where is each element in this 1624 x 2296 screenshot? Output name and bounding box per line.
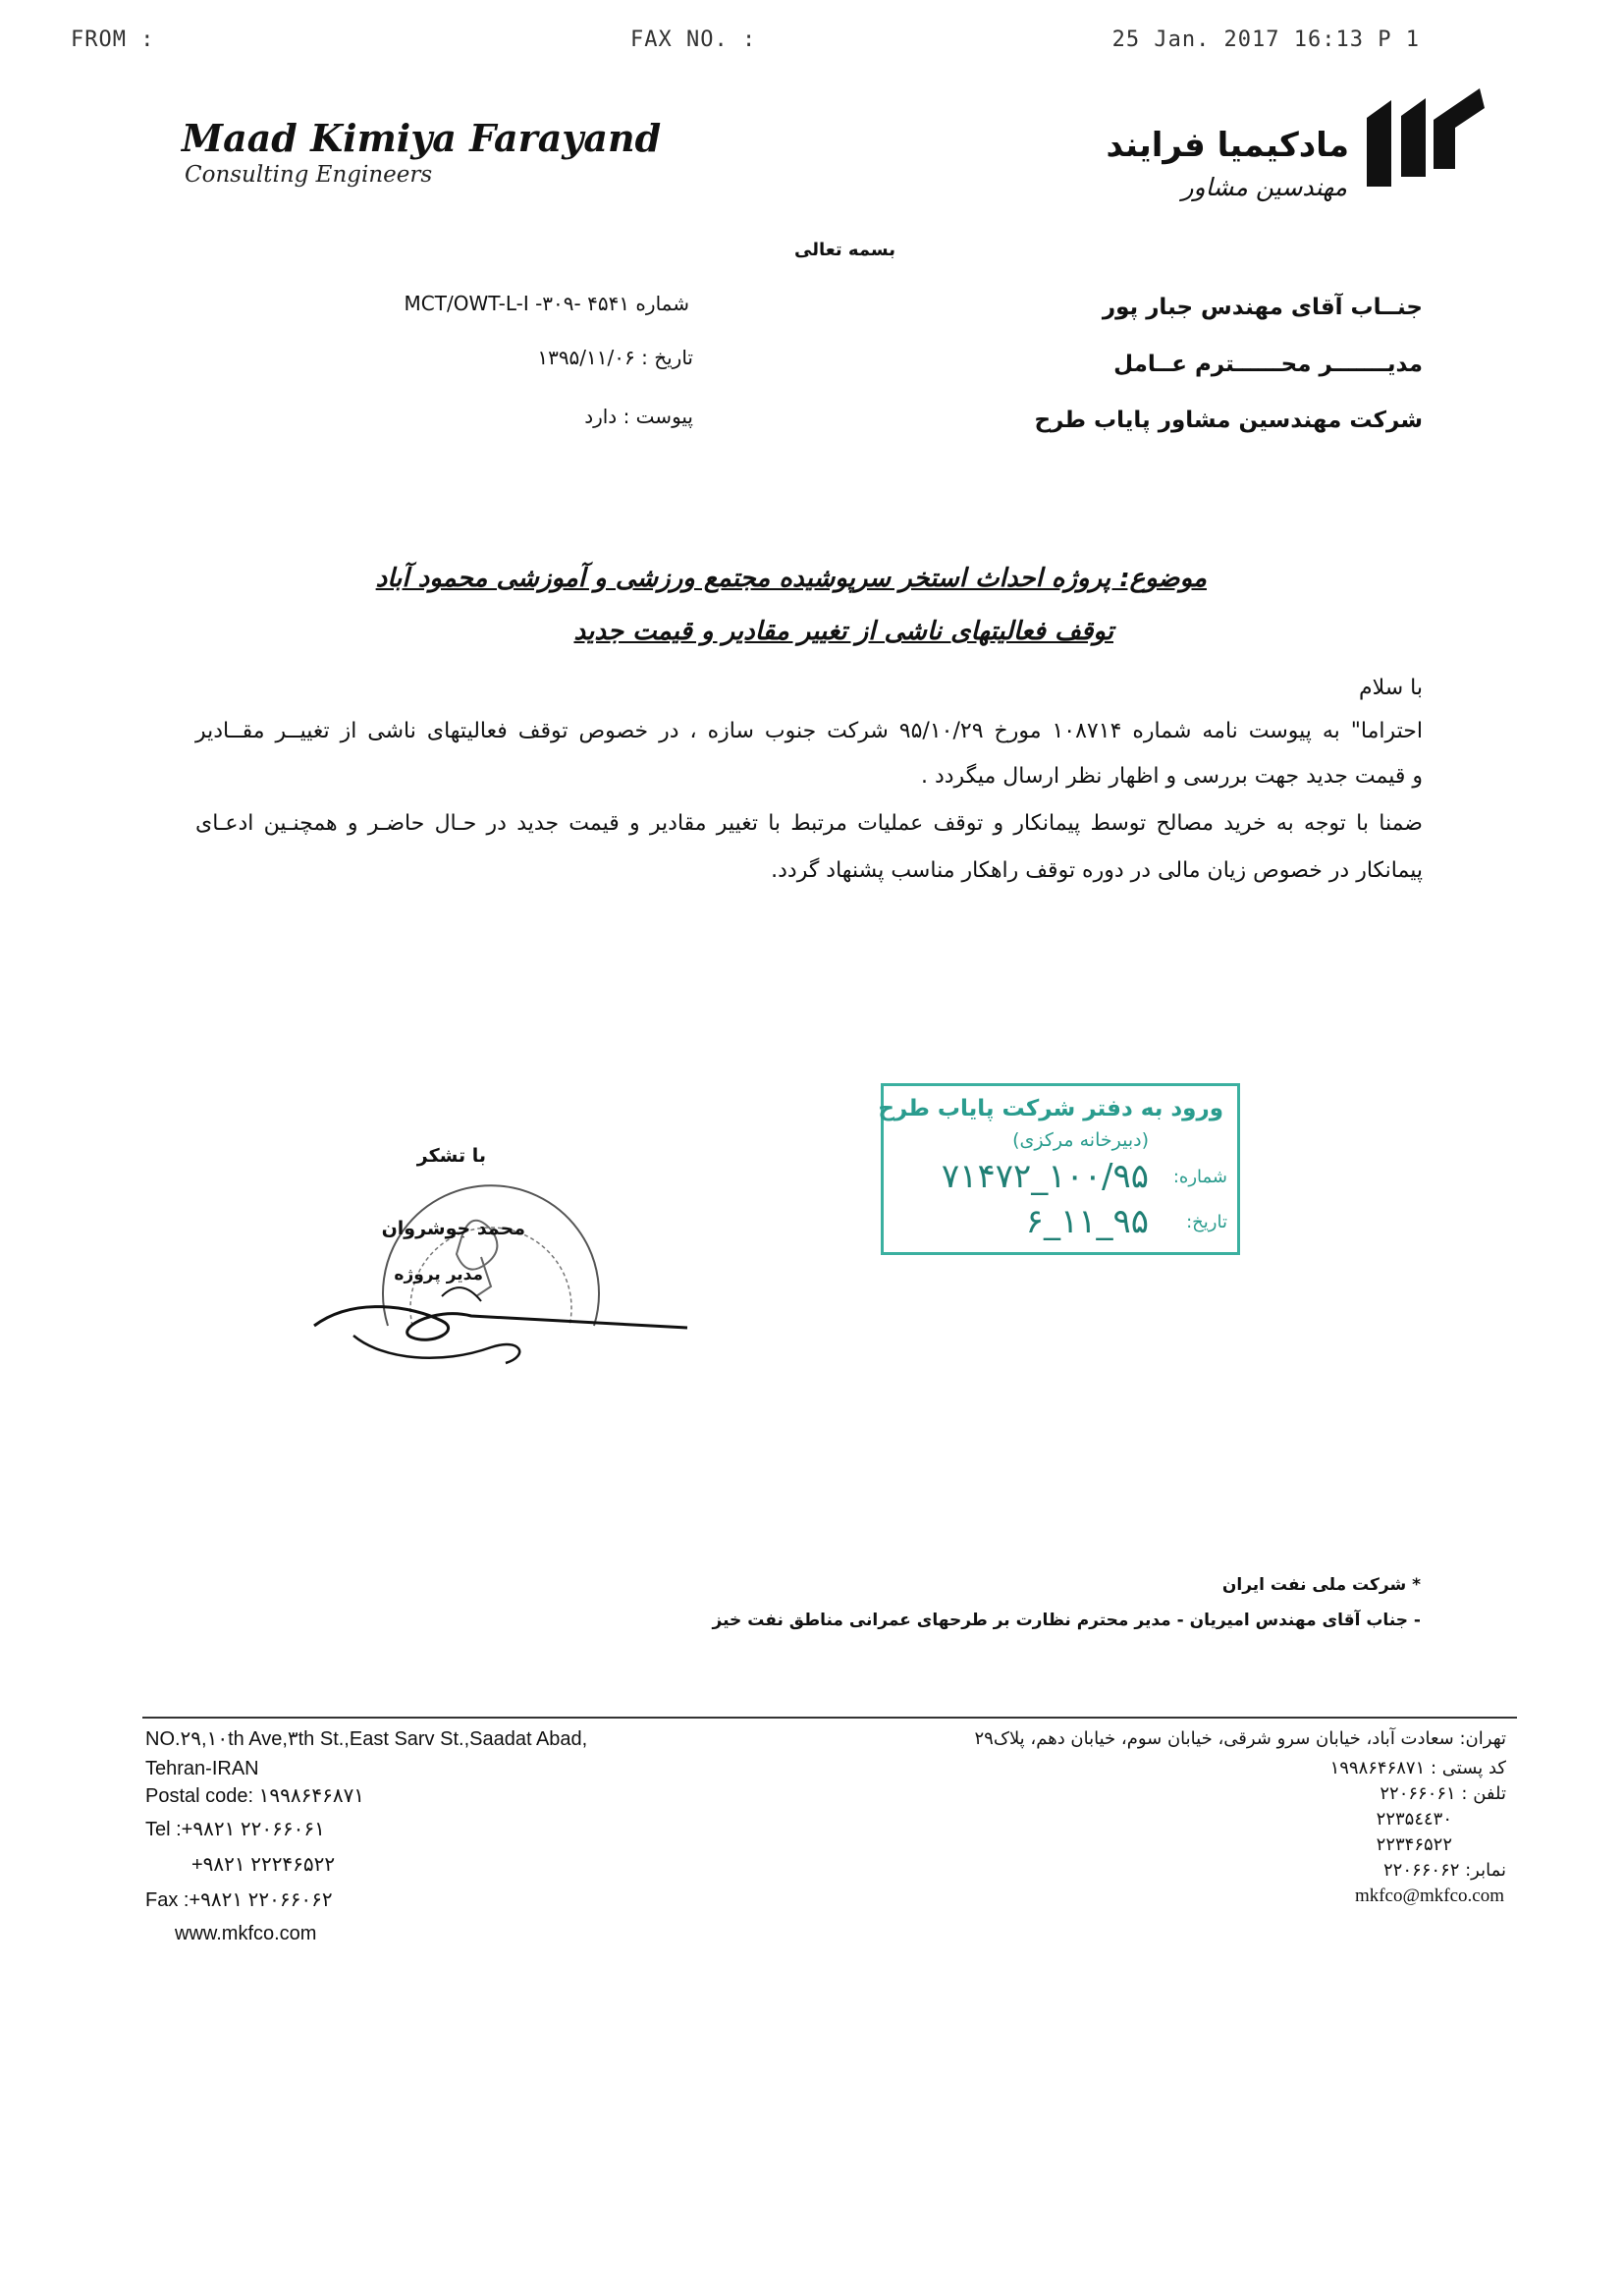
letter-attachment: پیوست : دارد xyxy=(584,405,693,428)
signatory-title: مدیر پروژه xyxy=(394,1265,483,1285)
footer-tel2-fa: ۲۲۳۵٤٤۳۰ xyxy=(1376,1809,1452,1830)
signature-closing: با تشکر xyxy=(416,1145,486,1167)
stamp-date-value: ۹۵_۱۱_۶ xyxy=(1025,1202,1149,1241)
paragraph-1-line-1: احتراما" به پیوست نامه شماره ۱۰۸۷۱۴ مورخ ۹۵/۱۰/۲۹ شرکت جنوب سازه ، در خصوص توقف فعالیتهای ناشی از تغییــر مقــادیر xyxy=(195,719,1423,743)
footer-address-en: NO.۲۹,۱۰th Ave,۳th St.,East Sarv St.,Saadat Abad, xyxy=(145,1728,588,1750)
footer-fax-fa: نمابر: ۲۲۰۶۶۰۶۲ xyxy=(1383,1860,1506,1881)
cc-line-2: - جناب آقای مهندس امیریان - مدیر محترم نظارت بر طرحهای عمرانی مناطق نفت خیز xyxy=(712,1611,1421,1630)
footer-tel2-en: +۹۸۲۱ ۲۲۲۴۶۵۲۲ xyxy=(191,1854,336,1876)
letter-date: تاریخ : ۱۳۹۵/۱۱/۰۶ xyxy=(537,346,693,369)
greeting: با سلام xyxy=(1358,676,1423,700)
addressee-company: شرکت مهندسین مشاور پایاب طرح xyxy=(1034,408,1423,433)
signature-block xyxy=(295,1120,707,1375)
signatory-name: محمد جوشروان xyxy=(381,1218,525,1239)
fax-timestamp: 25 Jan. 2017 16:13 P 1 xyxy=(1111,27,1420,52)
footer-fax-en: Fax :+۹۸۲۱ ۲۲۰۶۶۰۶۲ xyxy=(145,1889,333,1911)
paragraph-2-line-1: ضمنا با توجه به خرید مصالح توسط پیمانکار و توقف عملیات مرتبط با تغییر مقادیر و قیمت جدید در حـال حاضـر و همچنـین ادعـای xyxy=(195,811,1423,836)
company-subtitle-en: Consulting Engineers xyxy=(185,162,433,188)
footer-website[interactable]: www.mkfco.com xyxy=(175,1923,317,1944)
fax-from-label: FROM : xyxy=(71,27,155,52)
footer-postal-en: Postal code: ۱۹۹۸۶۴۶۸۷۱ xyxy=(145,1785,365,1807)
stamp-date-label: تاریخ: xyxy=(1186,1212,1227,1232)
footer-tel-en: Tel :+۹۸۲۱ ۲۲۰۶۶۰۶۱ xyxy=(145,1819,325,1840)
footer-postal-fa: کد پستی : ۱۹۹۸۶۴۶۸۷۱ xyxy=(1329,1758,1506,1778)
company-name-en: Maad Kimiya Farayand xyxy=(182,116,662,160)
footer-city-en: Tehran-IRAN xyxy=(145,1758,259,1779)
footer-email[interactable]: mkfco@mkfco.com xyxy=(1354,1886,1504,1906)
subject-line-1: موضوع: پروژه احداث استخر سرپوشیده مجتمع ورزشی و آموزشی محمود آباد xyxy=(375,564,1207,593)
footer-divider xyxy=(142,1717,1517,1719)
subject-line-2: توقف فعالیتهای ناشی از تغییر مقادیر و قیمت جدید xyxy=(573,617,1113,646)
paragraph-2-line-2: پیمانکار در خصوص زیان مالی در دوره توقف راهکار مناسب پشنهاد گردد. xyxy=(771,858,1423,883)
fax-number-label: FAX NO. : xyxy=(630,27,757,52)
company-logo-icon xyxy=(1357,79,1494,196)
company-subtitle-fa: مهندسین مشاور xyxy=(1181,173,1347,201)
stamp-subtitle: (دبیرخانه مرکزی) xyxy=(1012,1129,1149,1151)
cc-line-1: * شرکت ملی نفت ایران xyxy=(1221,1575,1421,1595)
handwritten-signature-icon xyxy=(295,1267,707,1375)
stamp-number-value: ۱۰۰/۹۵_۷۱۴۷۲ xyxy=(941,1157,1149,1196)
stamp-title: ورود به دفتر شرکت پایاب طرح xyxy=(878,1096,1223,1121)
footer-address-fa: تهران: سعادت آباد، خیابان سرو شرقی، خیابان سوم، خیابان دهم، پلاک۲۹ xyxy=(974,1728,1506,1749)
paragraph-1-line-2: و قیمت جدید جهت بررسی و اظهار نظر ارسال میگردد . xyxy=(920,764,1423,789)
letter-number: شماره ۴۵۴۱ -MCT/OWT-L-I -۳۰۹ xyxy=(404,292,689,315)
addressee-name: جنــاب آقای مهندس جبار پور xyxy=(1102,295,1423,320)
addressee-title: مدیـــــــر محــــــترم عــامل xyxy=(1113,352,1423,377)
footer-tel3-fa: ۲۲۳۴۶۵۲۲ xyxy=(1376,1834,1452,1855)
invocation: بسمه تعالی xyxy=(794,240,895,260)
stamp-number-label: شماره: xyxy=(1172,1167,1227,1187)
footer-tel1-fa: تلفن : ۲۲۰۶۶۰۶۱ xyxy=(1380,1783,1506,1804)
entry-stamp xyxy=(878,1083,1240,1255)
company-name-fa: مادکیمیا فرایند xyxy=(1106,126,1349,165)
